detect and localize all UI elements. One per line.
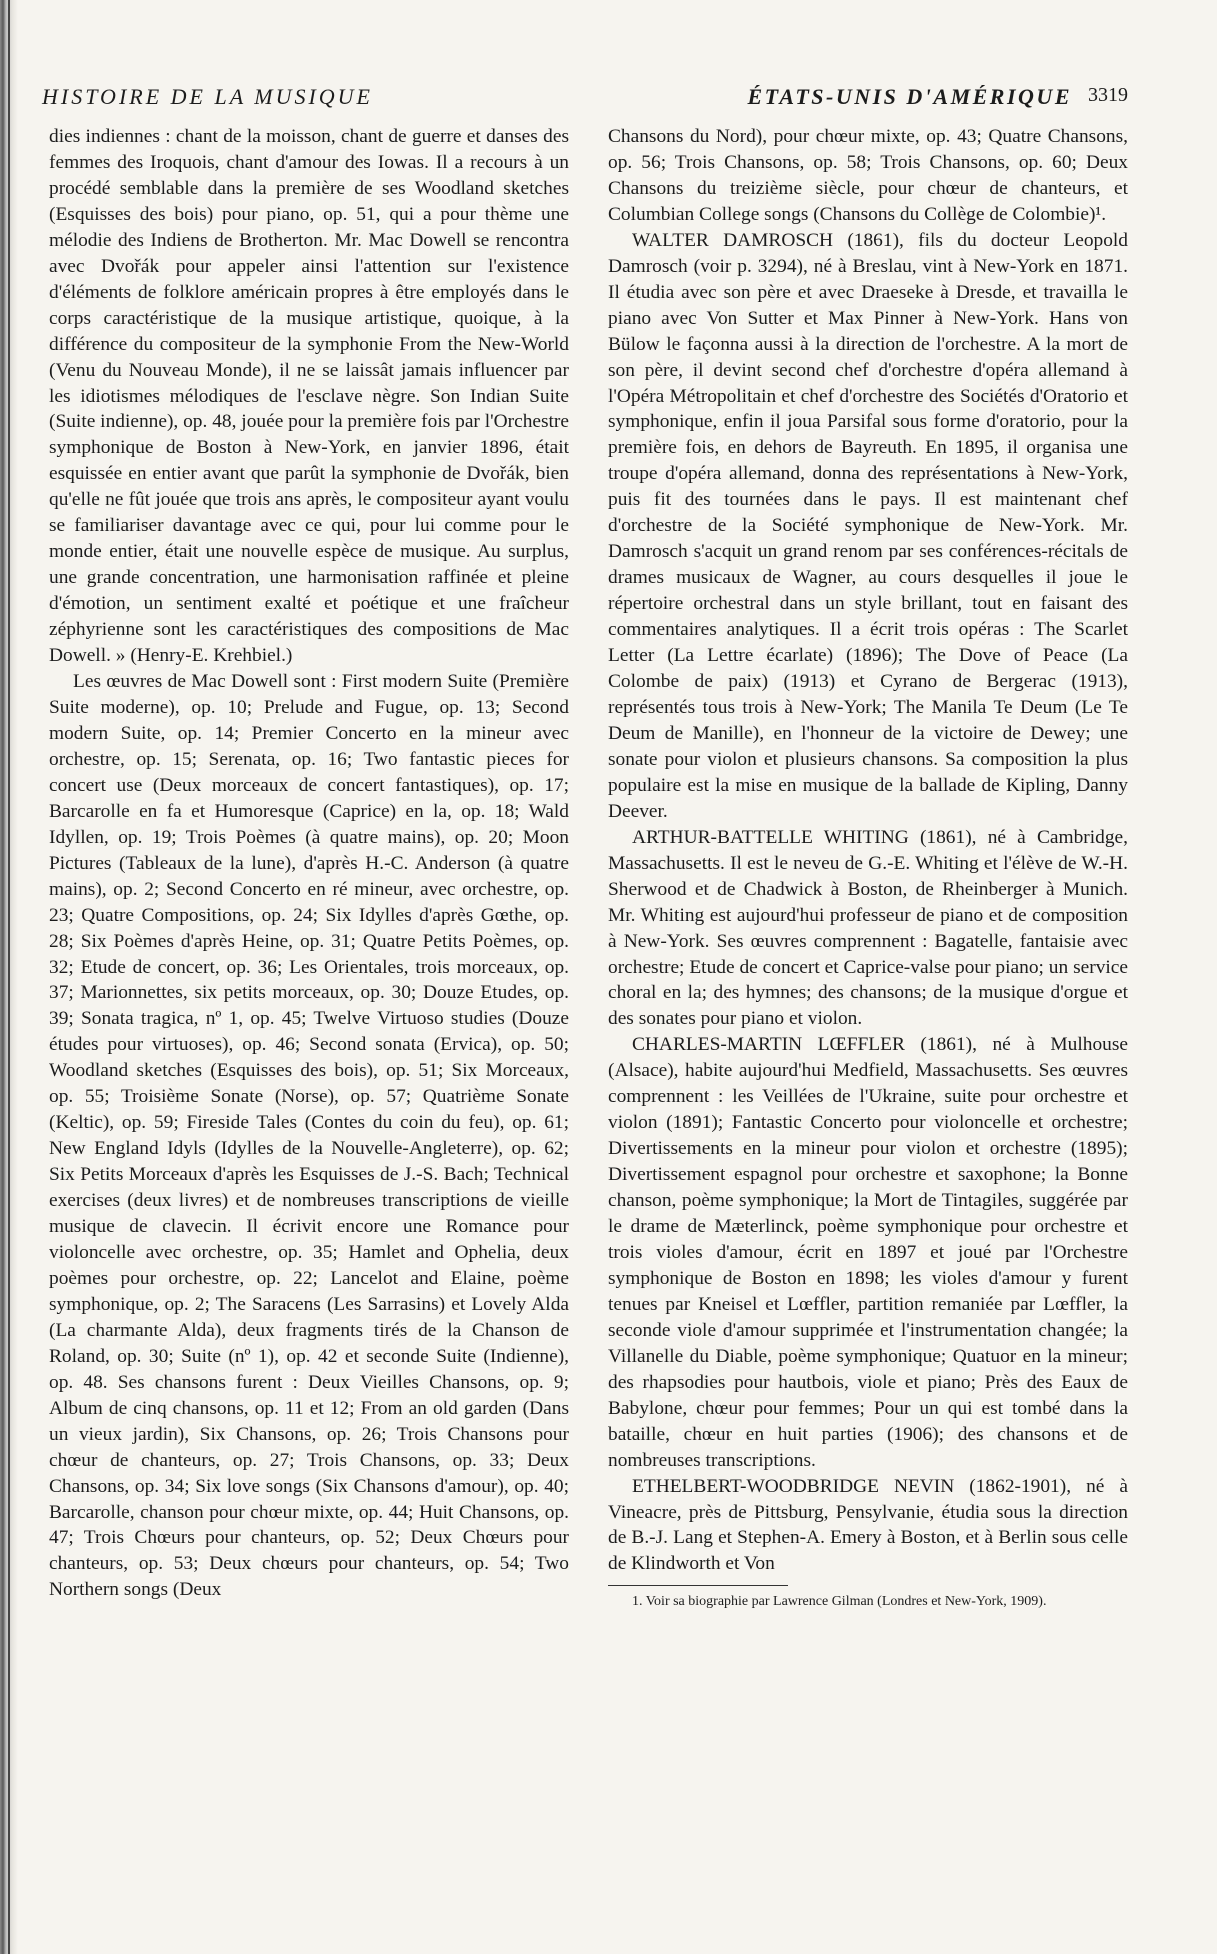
- page-number: 3319: [1088, 84, 1128, 106]
- right-column: [608, 124, 1128, 1611]
- paragraph-macdowell-works: Les œuvres de Mac Dowell sont : First modern Suite (Première Suite moderne), op. 10; Prelude and Fugue, op. 13; Second modern Suite, op. 14; Premier Concerto en la mineur avec orchestre, op. 15; Serenata, op. 16; Two fantastic pieces for concert use (Deux morceaux de concert fantastiques), op. 17; Barcarolle en fa et Humoresque (Caprice) en la, op. 18; Wald Idyllen, op. 19; Trois Poèmes (à quatre mains), op. 20; Moon Pictures (Tableaux de la lune), d'après H.-C. Anderson (à quatre mains), op. 2; Second Concerto en ré mineur, avec orchestre, op. 23; Quatre Compositions, op. 24; Six Idylles d'après Gœthe, op. 28; Six Poèmes d'après Heine, op. 31; Quatre Petits Poèmes, op. 32; Etude de concert, op. 36; Les Orientales, trois morceaux, op. 37; Marionnettes, six petits morceaux, op. 30; Douze Etudes, op. 39; Sonata tragica, nº 1, op. 45; Twelve Virtuoso studies (Douze études pour virtuoses), op. 46; Second sonata (Ervica), op. 50; Woodland sketches (Esquisses des bois), op. 51; Six Morceaux, op. 55; Troisième Sonate (Norse), op. 57; Quatrième Sonate (Keltic), op. 59; Fireside Tales (Contes du coin du feu), op. 61; New England Idyls (Idylles de la Nouvelle-Angleterre), op. 62; Six Petits Morceaux d'après les Esquisses de J.-S. Bach; Technical exercises (deux livres) et de nombreuses transcriptions de vieille musique de clavecin. Il écrivit encore une Romance pour violoncelle avec orchestre, op. 35; Hamlet and Ophelia, deux poèmes pour orchestre, op. 22; Lancelot and Elaine, poème symphonique, op. 2; The Saracens (Les Sarrasins) et Lovely Alda (La charmante Alda), deux fragments tirés de la Chanson de Roland, op. 30; Suite (nº 1), op. 42 et seconde Suite (Indienne), op. 48. Ses chansons furent : Deux Vieilles Chansons, op. 9; Album de cinq chansons, op. 11 et 12; From an old garden (Dans un vieux jardin), Six Chansons, op. 26; Trois Chansons pour chœur de chanteurs, op. 27; Trois Chansons, op. 33; Deux Chansons, op. 34; Six love songs (Six Chansons d'amour), op. 40; Barcarolle, chanson pour chœur mixte, op. 44; Huit Chansons, op. 47; Trois Chœurs pour chanteurs, op. 52; Deux Chœurs pour chanteurs, op. 53; Deux chœurs pour chanteurs, op. 54; Two Northern songs (Deux: [49, 671, 569, 1601]
- paragraph-damrosch: WALTER DAMROSCH (1861), fils du docteur Leopold Damrosch (voir p. 3294), né à Breslau, vint à New-York en 1871. Il étudia avec son père et avec Draeseke à Dresde, et travailla le piano avec Von Sutter et Max Pinner à New-York. Hans von Bülow le façonna aussi à la direction de l'orchestre. A la mort de son père, il devint second chef d'orchestre d'opéra allemand à l'Opéra Métropolitain et chef d'orchestre des Sociétés d'Oratorio et symphonique, enfin il joua Parsifal sous forme d'oratorio, pour la première fois, en dehors de Bayreuth. En 1895, il organisa une troupe d'opéra allemand, donna des représentations à New-York, puis fit des tournées dans le pays. Il est maintenant chef d'orchestre de la Société symphonique de New-York. Mr. Damrosch s'acquit un grand renom par ses conférences-récitals de drames musicaux de Wagner, au cours desquelles il joue le répertoire orchestral dans un style brillant, tout en faisant des commentaires analytiques. Il a écrit trois opéras : The Scarlet Letter (La Lettre écarlate) (1896); The Dove of Peace (La Colombe de paix) (1913) et Cyrano de Bergerac (1913), représentés tous trois à New-York; The Manila Te Deum (Le Te Deum de Manille), en l'honneur de la victoire de Dewey; une sonate pour violon et plusieurs chansons. Sa composition la plus populaire est la mise en musique de la ballade de Kipling, Danny Deever.: [608, 229, 1128, 822]
- paragraph-whiting: ARTHUR-BATTELLE WHITING (1861), né à Cambridge, Massachusetts. Il est le neveu de G.-E. Whiting et l'élève de W.-H. Sherwood et de Chadwick à Boston, de Rheinberger à Munich. Mr. Whiting est aujourd'hui professeur de piano et de composition à New-York. Ses œuvres comprennent : Bagatelle, fantaisie avec orchestre; Etude de concert et Caprice-valse pour piano; un service choral en la; des hymnes; des chansons; de la musique d'orgue et des sonates pour piano et violon.: [608, 826, 1128, 1030]
- running-head-left: HISTOIRE DE LA MUSIQUE: [42, 84, 373, 109]
- paragraph-loeffler: CHARLES-MARTIN LŒFFLER (1861), né à Mulhouse (Alsace), habite aujourd'hui Medfield, Massachusetts. Ses œuvres comprennent : les Veillées de l'Ukraine, suite pour orchestre et violon (1891); Fantastic Concerto pour violoncelle et orchestre; Divertissements en la mineur pour violon et orchestre (1895); Divertissement espagnol pour orchestre et saxophone; la Bonne chanson, poème symphonique; la Mort de Tintagiles, suggérée par le drame de Mæterlinck, poème symphonique pour orchestre et trois violes d'amour, écrit en 1897 et joué par l'Orchestre symphonique de Boston en 1898; les violes d'amour y furent tenues par Kneisel et Lœffler, partition remaniée par Lœffler, la seconde viole d'amour supprimée et l'instrumentation changée; la Villanelle du Diable, poème symphonique; Quatuor en la mineur; des rhapsodies pour hautbois, viole et piano; Près des Eaux de Babylone, chœur pour femmes; Pour un qui est tombé dans la bataille, chœur en huit parties (1906); des chansons et de nombreuses transcriptions.: [608, 1034, 1128, 1471]
- binding-line: [8, 0, 10, 1954]
- left-column: [49, 124, 569, 1603]
- paragraph-nevin: ETHELBERT-WOODBRIDGE NEVIN (1862-1901), né à Vineacre, près de Pittsburg, Pensylvanie, étudia sous la direction de B.-J. Lang et Stephen-A. Emery à Boston, et à Berlin sous celle de Klindworth et Von: [608, 1475, 1128, 1575]
- running-head: [42, 84, 1072, 114]
- footnote: 1. Voir sa biographie par Lawrence Gilman (Londres et New-York, 1909).: [632, 1594, 1047, 1610]
- page-binding-edge: [0, 0, 18, 1954]
- running-head-right: ÉTATS-UNIS D'AMÉRIQUE: [747, 84, 1072, 109]
- paragraph-macdowell-quote-end: dies indiennes : chant de la moisson, chant de guerre et danses des femmes des Iroquois, chant d'amour des Iowas. Il a recours à un procédé semblable dans la première de ses Woodland sketches (Esquisses des bois) pour piano, op. 51, qui a pour thème une mélodie des Indiens de Brotherton. Mr. Mac Dowell se rencontra avec Dvořák pour appeler ainsi l'attention sur l'existence d'éléments de folklore américain propres à être employés dans le corps caractéristique de la musique artistique, quoique, à la différence du compositeur de la symphonie From the New-World (Venu du Nouveau Monde), il ne se laissât jamais influencer par les idiotismes mélodiques de l'esclave nègre. Son Indian Suite (Suite indienne), op. 48, jouée pour la première fois par l'Orchestre symphonique de Boston à New-York, en janvier 1896, était esquissée en entier avant que parût la symphonie de Dvořák, bien qu'elle ne fût jouée que trois ans après, le compositeur ayant voulu se familiariser davantage avec ce qui, pour lui comme pour le monde entier, était une nouvelle espèce de musique. Au surplus, une grande concentration, une harmonisation raffinée et pleine d'émotion, un sentiment exalté et poétique et une fraîcheur zéphyrienne sont les caractéristiques des compositions de Mac Dowell. » (Henry-E. Krehbiel.): [49, 126, 569, 667]
- footnote-rule: [608, 1585, 788, 1586]
- paragraph-macdowell-works-end: Chansons du Nord), pour chœur mixte, op. 43; Quatre Chansons, op. 56; Trois Chansons, op. 58; Trois Chansons, op. 60; Deux Chansons du treizième siècle, pour chœur de chanteurs, et Columbian College songs (Chansons du Collège de Colombie)¹.: [608, 126, 1128, 225]
